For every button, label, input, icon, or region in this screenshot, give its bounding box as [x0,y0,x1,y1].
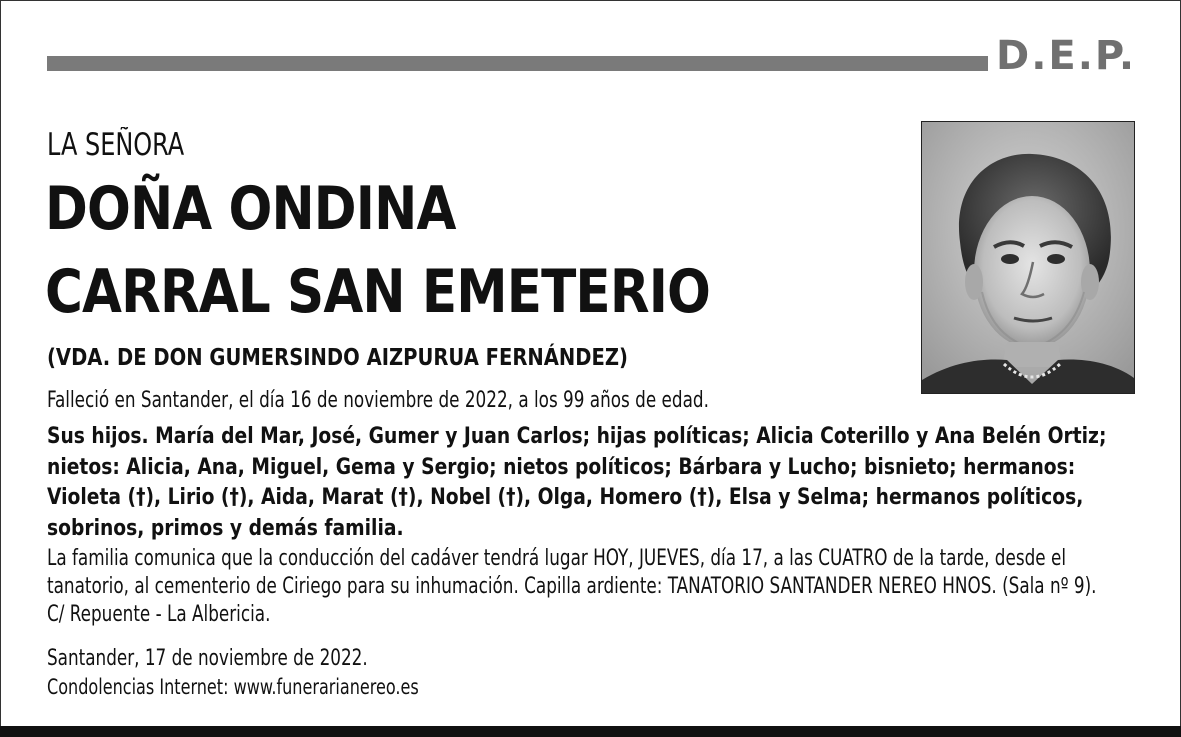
death-notice-text: Falleció en Santander, el día 16 de noviembre de 2022, a los 99 años de edad. [47,388,709,413]
deceased-name-line1: DOÑA ONDINA [45,174,456,244]
family-list-text: Sus hijos. María del Mar, José, Gumer y Juan Carlos; hijas políticas; Alicia Coterillo y Ana Belén Ortiz; nietos: Alicia, Ana, Miguel, Gema y Sergio; nietos políticos; Bárbara y Lucho; bisnieto; hermanos: Violeta (†), Lirio (†), Aida, Marat (†), Nobel (†), Olga, Homero (†), Elsa y Selma; hermanos políticos, sobrinos, primos y demás familia. [47,424,1107,541]
dep-heading: D.E.P. [996,33,1137,79]
portrait-image [922,122,1134,393]
header-rule [47,56,988,71]
funeral-details-text: La familia comunica que la conducción del cadáver tendrá lugar HOY, JUEVES, día 17, a las CUATRO de la tarde, desde el tanatorio, al cementerio de Ciriego para su inhumación. Capilla ardiente: TANATORIO SANTANDER NEREO HNOS. (Sala nº 9). C/ Repuente - La Albericia. [47,546,1097,627]
condolences-website-text: Condolencias Internet: www.funerarianereo.es [47,675,419,699]
deceased-portrait-photo [921,121,1135,394]
widow-of-line: (VDA. DE DON GUMERSINDO AIZPURUA FERNÁNDEZ) [47,345,628,371]
honorific-line: LA SEÑORA [47,127,185,163]
deceased-name-line2: CARRAL SAN EMETERIO [45,257,711,327]
bottom-border-rule [0,726,1181,737]
place-date-text: Santander, 17 de noviembre de 2022. [47,646,368,671]
